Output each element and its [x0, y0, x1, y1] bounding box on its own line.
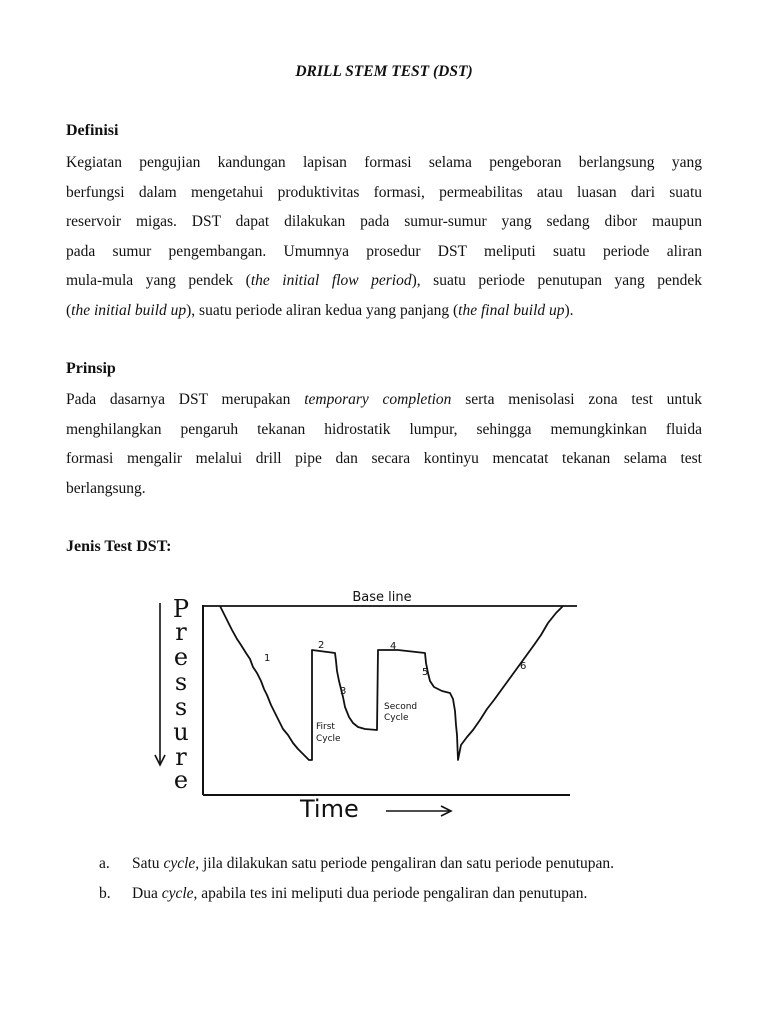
prinsip-paragraph	[66, 385, 702, 503]
pressure-axis-label	[173, 595, 189, 794]
second-cycle-label-1: Second	[384, 702, 418, 712]
pressure-letter-7: r	[175, 743, 187, 771]
stage-number-6: 6	[520, 661, 527, 672]
prinsip-line-2: menghilangkan pengaruh tekanan hidrostatik lumpur, sehingga memungkinkan fluida	[66, 420, 702, 438]
stage-numbers	[264, 640, 526, 697]
first-cycle-label-2: Cycle	[316, 734, 341, 744]
definisi-line-6: (the initial build up), suatu periode aliran kedua yang panjang (the final build up).	[66, 301, 574, 319]
definisi-heading: Definisi	[66, 122, 119, 139]
definisi-paragraph	[66, 148, 702, 325]
list-marker-a: a.	[99, 855, 110, 872]
first-cycle-label-1: First	[316, 722, 335, 732]
dst-pressure-time-diagram	[140, 585, 590, 830]
initial-build-up-term: the initial build up	[71, 301, 187, 319]
second-cycle-label-2: Cycle	[384, 713, 409, 723]
pressure-curve	[220, 606, 563, 760]
stage-number-5: 5	[422, 667, 429, 678]
prinsip-heading: Prinsip	[66, 360, 116, 377]
base-line-label: Base line	[352, 590, 412, 605]
prinsip-line-4: berlangsung.	[66, 479, 146, 497]
list-item-a: a. Satu cycle, jila dilakukan satu periode pengaliran dan satu periode penutupan.	[99, 855, 615, 872]
list-item-b: b. Dua cycle, apabila tes ini meliputi dua periode pengaliran dan penutupan.	[99, 885, 588, 902]
stage-number-3: 3	[340, 686, 347, 697]
pressure-letter-8: e	[173, 766, 189, 794]
cycle-labels	[316, 702, 417, 744]
temporary-completion-term: temporary completion	[304, 391, 452, 408]
definisi-line-3: reservoir migas. DST dapat dilakukan pada sumur-sumur yang sedang dibor maupun	[66, 213, 702, 230]
definisi-line-1: Kegiatan pengujian kandungan lapisan formasi selama pengeboran berlangsung yang	[66, 154, 702, 171]
definisi-line-4: pada sumur pengembangan. Umumnya prosedur DST meliputi suatu periode aliran	[66, 242, 702, 260]
stage-number-2: 2	[318, 640, 325, 651]
time-axis-label: Time	[300, 795, 359, 823]
definisi-line-5: mula-mula yang pendek (the initial flow period), suatu periode penutupan yang pendek	[66, 272, 702, 289]
jenis-test-heading: Jenis Test DST:	[66, 538, 172, 555]
pressure-letter-6: u	[173, 718, 189, 746]
list-marker-b: b.	[99, 885, 111, 902]
document-title: DRILL STEM TEST (DST)	[295, 63, 473, 80]
cycle-term: cycle	[163, 855, 196, 872]
prinsip-line-1: Pada dasarnya DST merupakan temporary completion serta menisolasi zona test untuk	[66, 391, 702, 408]
stage-number-1: 1	[264, 653, 271, 664]
pressure-letter-4: s	[174, 668, 188, 696]
final-build-up-term: the final build up	[458, 301, 565, 319]
pressure-letter-3: e	[173, 643, 189, 671]
stage-number-4: 4	[390, 641, 397, 652]
definisi-line-2: berfungsi dalam mengetahui produktivitas formasi, permeabilitas atau luasan dari suatu	[66, 183, 702, 201]
pressure-letter-5: s	[174, 693, 188, 721]
pressure-letter-2: r	[175, 618, 187, 646]
initial-flow-period-term: the initial flow period	[250, 272, 412, 289]
prinsip-line-3: formasi mengalir melalui drill pipe dan secara kontinyu mencatat tekanan selama test	[66, 450, 702, 467]
pressure-letter-1: P	[172, 595, 190, 623]
cycle-term: cycle	[161, 885, 194, 902]
